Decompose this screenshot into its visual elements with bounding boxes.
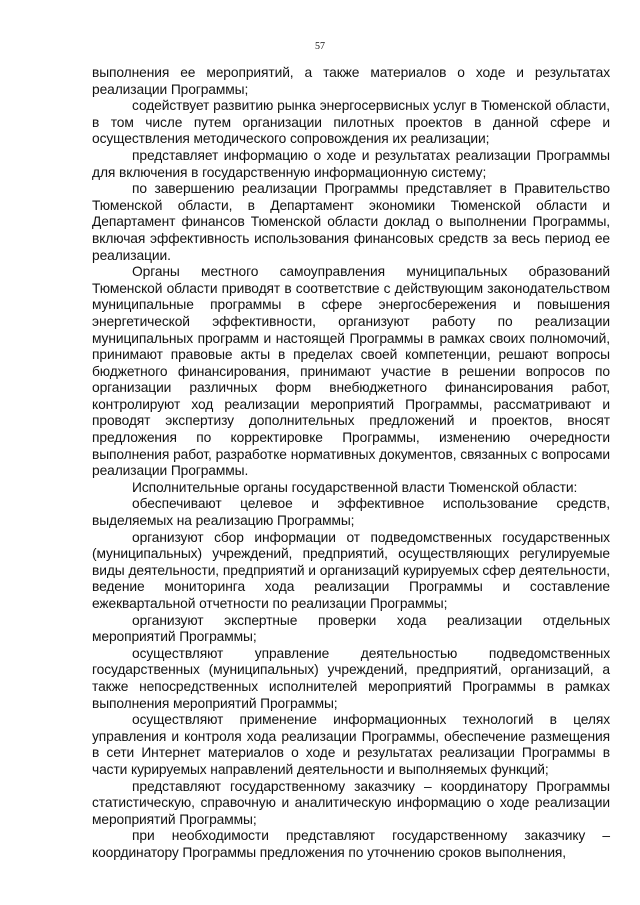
paragraph: организуют сбор информации от подведомственных государственных (муниципальных) учреждений, предприятий, осуществляющих регулируемые виды деятельности, предприятий и организаций курируемых сфер деятельности, ведение мониторинга хода реализации Программы и составление ежеквартальной отчетности по реализации Программы; [92, 529, 610, 611]
paragraph: Органы местного самоуправления муниципальных образований Тюменской области приводят в соответствие с действующим законодательством муниципальные программы в сфере энергосбережения и повышения энергетической эффективности, организуют работу по реализации муниципальных программ и настоящей Программы в рамках своих полномочий, принимают правовые акты в пределах своей компетенции, решают вопросы бюджетного финансирования, принимают участие в решении вопросов по организации различных форм внебюджетного финансирования работ, контролируют ход реализации мероприятий Программы, рассматривают и проводят экспертизу дополнительных предложений и проектов, вносят предложения по корректировке Программы, изменению очередности выполнения работ, разработке нормативных документов, связанных с вопросами реализации Программы. [92, 264, 610, 479]
paragraph: осуществляют управление деятельностью подведомственных государственных (муниципальных) учреждений, предприятий, организаций, а также непосредственных исполнителей мероприятий Программы в рамках выполнения мероприятий Программы; [92, 645, 610, 711]
paragraph: Исполнительные органы государственной власти Тюменской области: [132, 479, 578, 495]
paragraph: организуют экспертные проверки хода реализации отдельных мероприятий Программы; [92, 612, 610, 645]
paragraph: осуществляют применение информационных технологий в целях управления и контроля хода реализации Программы, обеспечение размещения в сети Интернет материалов о ходе и результатах реализации Программы в части курируемых направлений деятельности и выполняемых функций; [92, 712, 610, 777]
body-text [92, 65, 610, 862]
paragraph: при необходимости представляют государственному заказчику – координатору Программы предложения по уточнению сроков выполнения, [92, 828, 610, 860]
paragraph: обеспечивают целевое и эффективное использование средств, выделяемых на реализацию Программы; [92, 496, 610, 529]
paragraph: представляют государственному заказчику – координатору Программы статистическую, справочную и аналитическую информацию о ходе реализации мероприятий Программы; [92, 778, 610, 827]
paragraph: содействует развитию рынка энергосервисных услуг в Тюменской области, в том числе путем организации пилотных проектов в данной сфере и осуществления методического сопровождения их реализации; [92, 98, 610, 147]
paragraph: представляет информацию о ходе и результатах реализации Программы для включения в государственную информационную систему; [92, 147, 610, 180]
paragraph: по завершению реализации Программы представляет в Правительство Тюменской области, в Департамент экономики Тюменской области и Департамент финансов Тюменской области доклад о выполнении Программы, включая эффективность использования финансовых средств за весь период ее реализации. [92, 181, 610, 263]
paragraph: выполнения ее мероприятий, а также материалов о ходе и результатах реализации Программы; [92, 65, 610, 97]
page-number: 57 [315, 41, 325, 52]
